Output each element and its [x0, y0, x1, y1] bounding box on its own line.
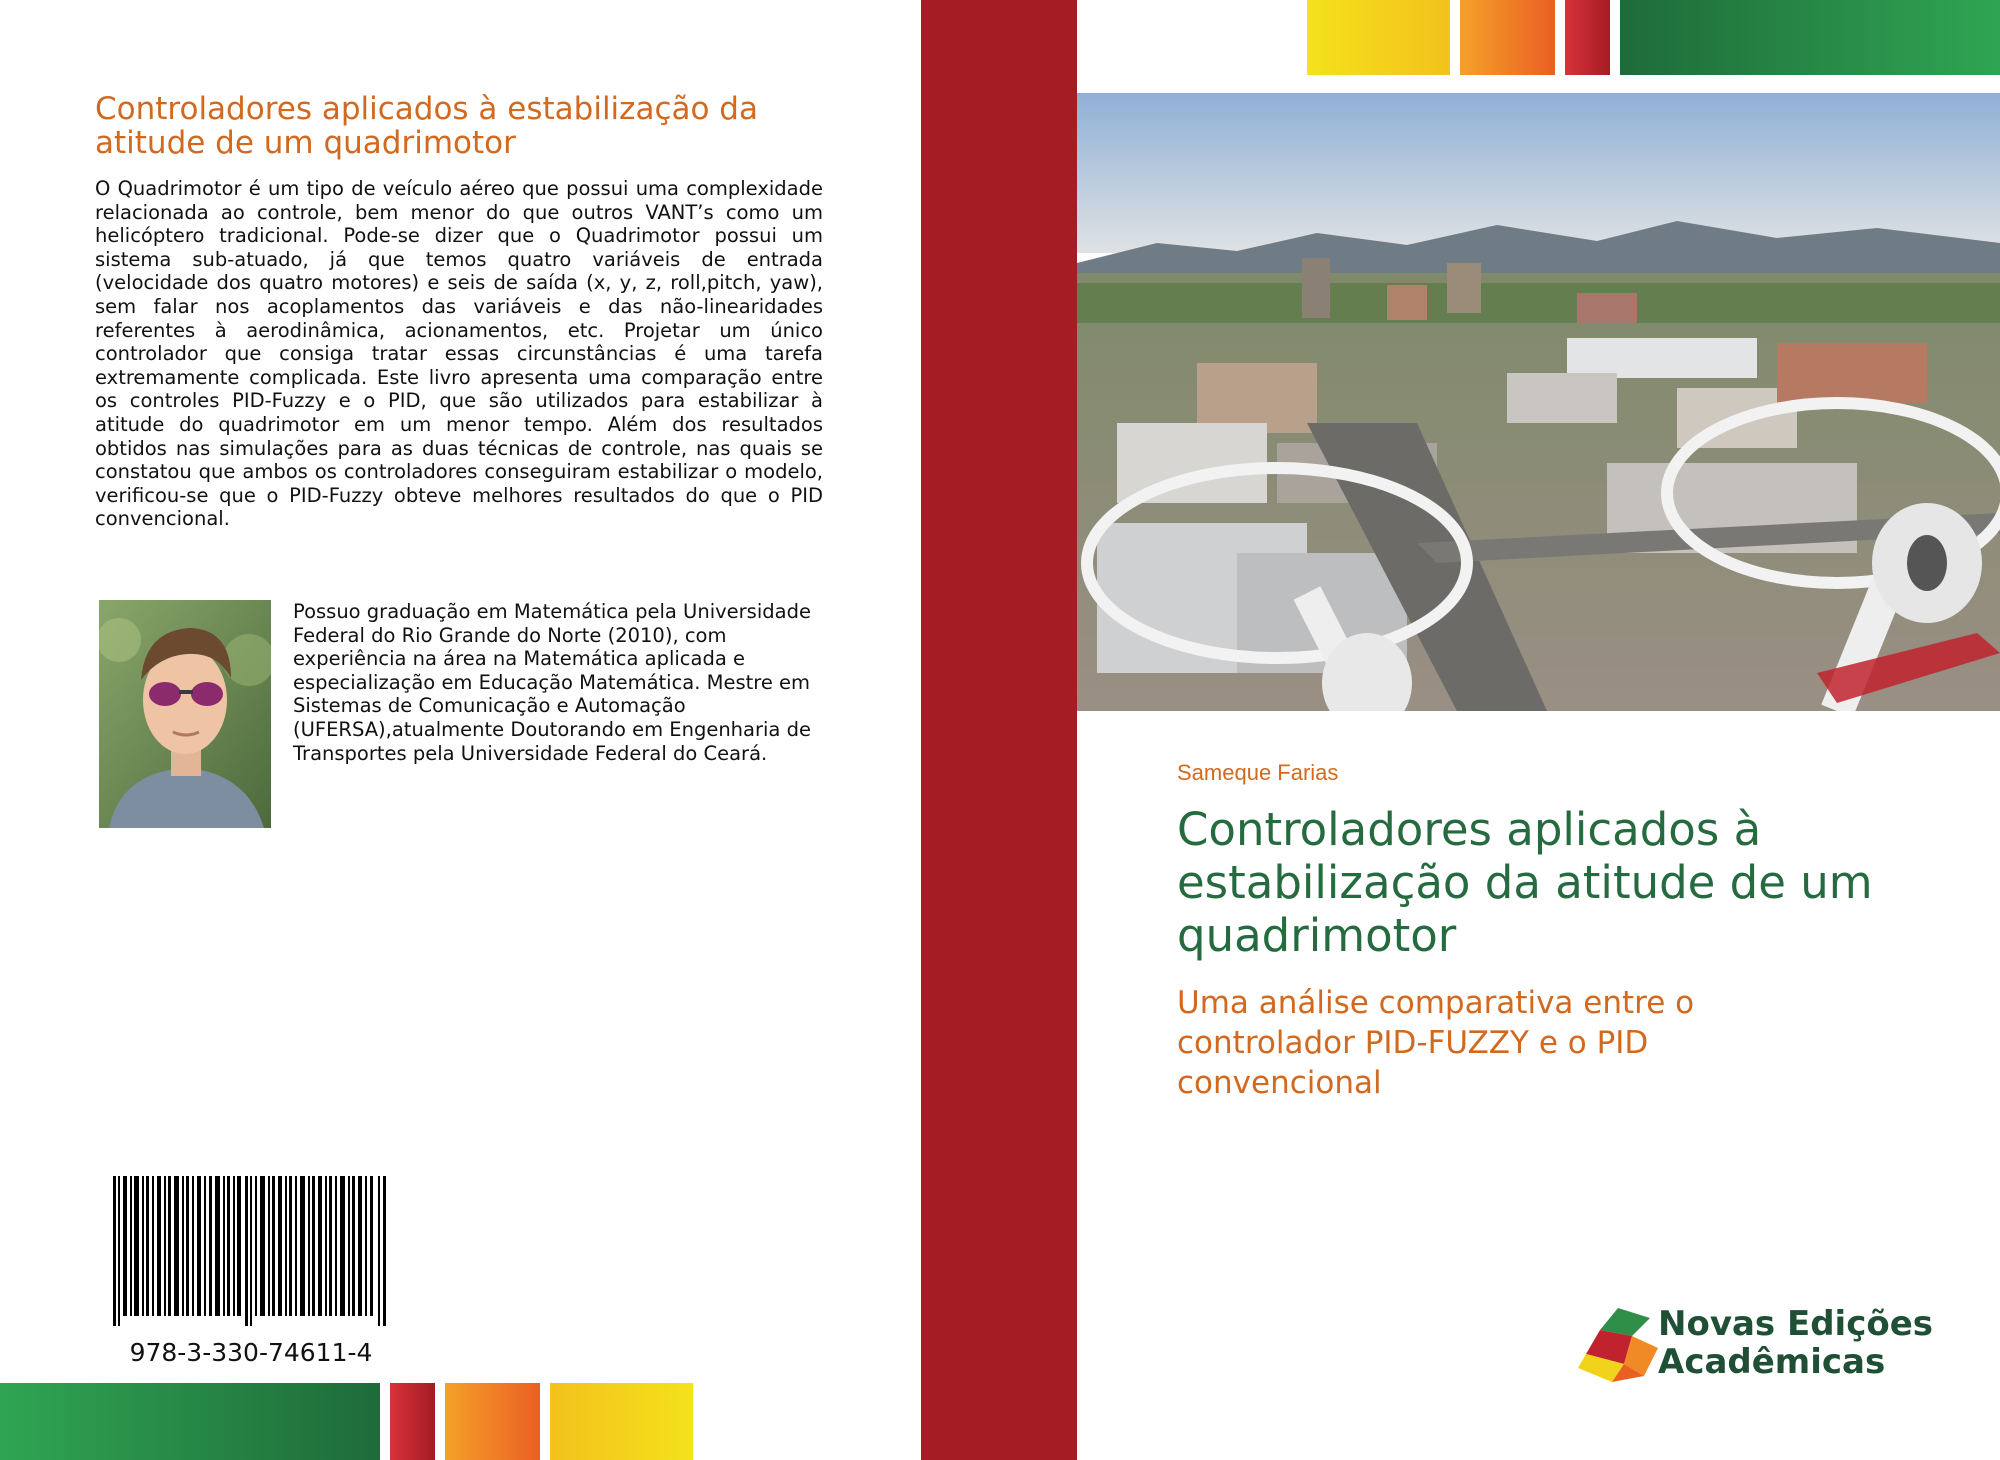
cover-subtitle: Uma análise comparativa entre o controlador PID-FUZZY e o PID convencional: [1177, 985, 1695, 1101]
cover-city-drone-photo: [1077, 93, 2000, 711]
isbn-number: 978-3-330-74611-4: [129, 1338, 373, 1367]
back-color-stripes: [0, 1383, 693, 1460]
author-bio: Possuo graduação em Matemática pela Universidade Federal do Rio Grande do Norte (2010), com experiência na área na Matemática aplicada e especialização em Educação Matemática. Mestre em Sistemas de Comunicação e Automação (UFERSA),atualmente Doutorando em Engenharia de Transportes pela Universidade Federal do Ceará.: [293, 600, 811, 765]
author-photo: [99, 600, 271, 828]
publisher-name: [1658, 1305, 1958, 1381]
back-cover-blurb: O Quadrimotor é um tipo de veículo aéreo que possui uma complexidade relacionada ao controle, bem menor do que outros VANT’s como um helicóptero tradicional. Pode-se dizer que o Quadrimotor possui um sistema sub-atuado, já que temos quatro variáveis de entrada (velocidade dos quatro motores) e seis de saída (x, y, z, roll,pitch, yaw), sem falar nos acoplamentos das variáveis e das não-linearidades referentes à aerodinâmica, acionamentos, etc. Projetar um único controlador que consiga tratar essas circunstâncias é uma tarefa extremamente complicada. Este livro apresenta uma comparação entre os controles PID-Fuzzy e o PID, que são utilizados para estabilizar à atitude do quadrimotor em um menor tempo. Além dos resultados obtidos nas simulações para as duas técnicas de controle, nas quais se constatou que ambos os controladores conseguiram estabilizar o modelo, verificou-se que o PID-Fuzzy obteve melhores resultados do que o PID convencional.: [95, 177, 823, 531]
book-spine: [921, 0, 1077, 1460]
cover-author-name: Sameque Farias: [1177, 760, 1339, 785]
cover-title: Controladores aplicados à estabilização da atitude de um quadrimotor: [1177, 803, 1873, 962]
barcode: [113, 1176, 389, 1326]
publisher-logo-icon: [1572, 1306, 1664, 1384]
back-cover-title: Controladores aplicados à estabilização da atitude de um quadrimotor: [95, 91, 758, 161]
publisher-name-line1: Novas Edições: [1658, 1304, 1934, 1344]
front-color-stripes: [1307, 0, 2000, 75]
publisher-name-line2: Acadêmicas: [1658, 1342, 1886, 1382]
